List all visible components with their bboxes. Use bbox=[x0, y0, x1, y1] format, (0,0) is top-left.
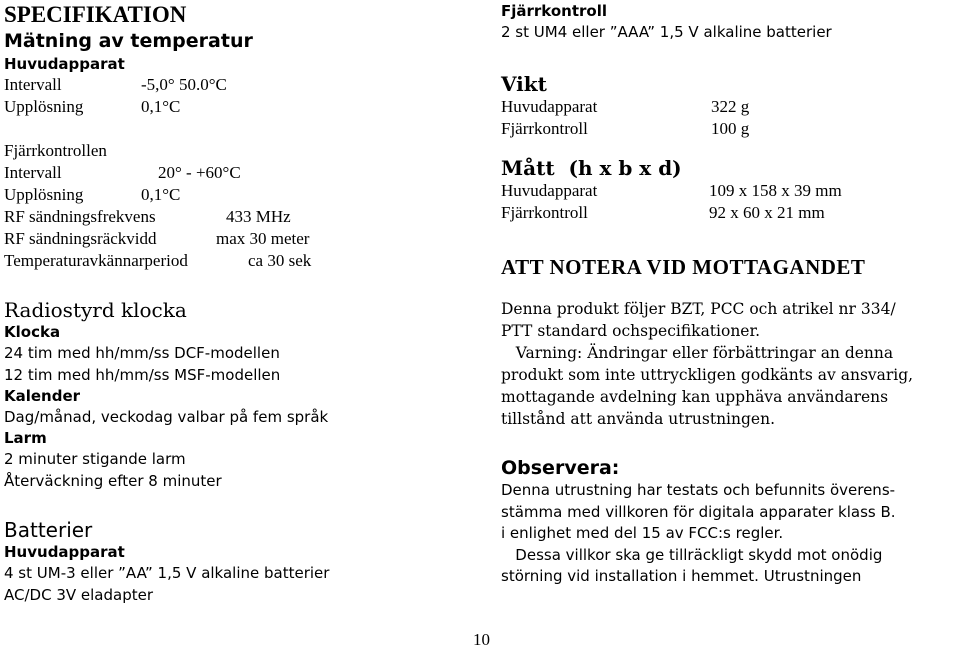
battery-line: AC/DC 3V eladapter bbox=[4, 586, 153, 604]
batteries-main-label: Huvudapparat bbox=[4, 543, 125, 561]
main-unit-heading: Huvudapparat bbox=[4, 55, 125, 73]
spec-key: Fjärrkontroll bbox=[501, 203, 588, 222]
observe-line: stämma med villkoren för digitala apparater klass B. bbox=[501, 502, 896, 521]
weight-heading: Vikt bbox=[501, 72, 547, 96]
notice-paragraph bbox=[501, 298, 956, 430]
clock-label: Klocka bbox=[4, 323, 61, 341]
spec-value: 433 MHz bbox=[226, 207, 291, 226]
observe-paragraph bbox=[501, 480, 956, 588]
spec-value: 322 g bbox=[711, 97, 750, 116]
spec-key: Intervall bbox=[4, 75, 62, 94]
alarm-line: 2 minuter stigande larm bbox=[4, 450, 186, 468]
battery-line: 4 st UM-3 eller ”AA” 1,5 V alkaline batterier bbox=[4, 564, 330, 582]
spec-key: Temperaturavkännarperiod bbox=[4, 251, 188, 270]
notice-heading: ATT NOTERA VID MOTTAGANDET bbox=[501, 255, 866, 279]
spec-row bbox=[501, 202, 956, 224]
spec-value: 100 g bbox=[711, 119, 750, 138]
observe-line: Denna utrustning har testats och befunnits överens- bbox=[501, 481, 896, 499]
calendar-line: Dag/månad, veckodag valbar på fem språk bbox=[4, 408, 329, 426]
alarm-label: Larm bbox=[4, 429, 47, 447]
observe-line: i enlighet med del 15 av FCC:s regler. bbox=[501, 524, 784, 542]
left-column bbox=[4, 0, 474, 606]
spec-key: Intervall bbox=[4, 163, 62, 182]
radio-clock-heading: Radiostyrd klocka bbox=[4, 298, 187, 322]
remote-label: Fjärrkontroll bbox=[501, 2, 608, 20]
notice-line: Varning: Ändringar eller förbättringar an denna bbox=[501, 344, 894, 362]
spec-value: 109 x 158 x 39 mm bbox=[709, 181, 842, 200]
spec-key: RF sändningsfrekvens bbox=[4, 207, 156, 226]
page-title: SPECIFIKATION bbox=[4, 2, 187, 27]
spec-key: Fjärrkontroll bbox=[501, 119, 588, 138]
observe-line: störning vid installation i hemmet. Utrustningen bbox=[501, 567, 862, 585]
spec-key: RF sändningsräckvidd bbox=[4, 229, 157, 248]
notice-line: mottagande avdelning kan upphäva användarens bbox=[501, 388, 889, 406]
spec-row bbox=[4, 162, 474, 184]
spec-key: Upplösning bbox=[4, 97, 84, 116]
section-subtitle-temperature: Mätning av temperatur bbox=[4, 30, 253, 52]
alarm-line: Återväckning efter 8 minuter bbox=[4, 472, 222, 490]
observe-line: Dessa villkor ska ge tillräckligt skydd mot onödig bbox=[501, 545, 883, 564]
spec-row bbox=[501, 180, 956, 202]
page-number: 10 bbox=[473, 630, 490, 649]
spec-row bbox=[501, 96, 956, 118]
notice-line: produkt som inte uttryckligen godkänts av ansvarig, bbox=[501, 366, 914, 384]
dimensions-heading: Mått (h x b x d) bbox=[501, 156, 682, 180]
spec-row bbox=[4, 96, 474, 118]
spec-value: ca 30 sek bbox=[248, 251, 312, 270]
notice-line: PTT standard ochspecifikationer. bbox=[501, 322, 761, 340]
spec-key: Huvudapparat bbox=[501, 181, 598, 200]
clock-line: 24 tim med hh/mm/ss DCF-modellen bbox=[4, 344, 280, 362]
remote-heading: Fjärrkontrollen bbox=[4, 141, 107, 160]
notice-line: Denna produkt följer BZT, PCC och atrikel nr 334/ bbox=[501, 300, 896, 318]
remote-battery-line: 2 st UM4 eller ”AAA” 1,5 V alkaline batterier bbox=[501, 23, 832, 41]
spec-value: max 30 meter bbox=[216, 229, 310, 248]
spec-value: 0,1°C bbox=[141, 185, 181, 204]
calendar-label: Kalender bbox=[4, 387, 81, 405]
spec-value: 92 x 60 x 21 mm bbox=[709, 203, 825, 222]
spec-row bbox=[4, 228, 474, 250]
spec-key: Upplösning bbox=[4, 185, 84, 204]
spec-value: 20° - +60°C bbox=[158, 163, 241, 182]
right-column bbox=[501, 0, 956, 588]
spec-row bbox=[4, 206, 474, 228]
batteries-heading: Batterier bbox=[4, 518, 93, 542]
spec-key: Huvudapparat bbox=[501, 97, 598, 116]
spec-value: 0,1°C bbox=[141, 97, 181, 116]
observe-heading: Observera: bbox=[501, 457, 620, 479]
clock-line: 12 tim med hh/mm/ss MSF-modellen bbox=[4, 366, 281, 384]
spec-row bbox=[4, 250, 474, 272]
spec-row bbox=[4, 74, 474, 96]
spec-row bbox=[4, 184, 474, 206]
notice-line: tillstånd att använda utrustningen. bbox=[501, 410, 775, 428]
spec-value: -5,0° 50.0°C bbox=[141, 75, 227, 94]
spec-row bbox=[501, 118, 956, 140]
